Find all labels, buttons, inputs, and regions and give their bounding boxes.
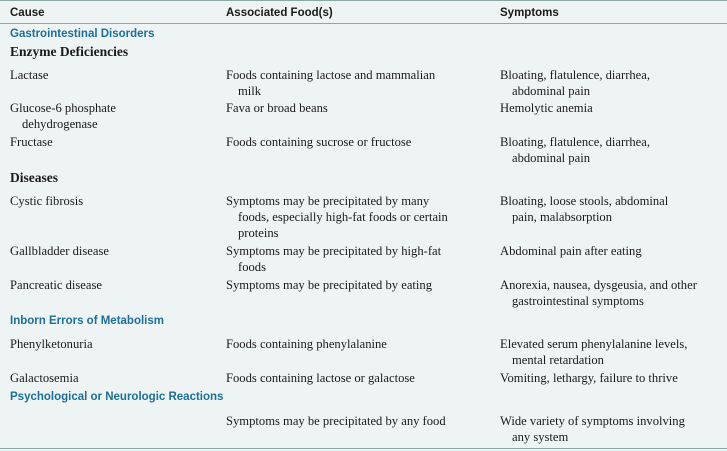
cell-line: Phenylketonuria: [10, 337, 93, 351]
section-inborn-errors: Inborn Errors of Metabolism: [10, 315, 164, 327]
cell-line: Symptoms may be precipitated by any food: [226, 414, 446, 428]
header-symptoms: Symptoms: [500, 7, 559, 19]
cell-line-continuation: pain, malabsorption: [512, 210, 613, 224]
cell-line: Anorexia, nausea, dysgeusia, and other: [500, 278, 697, 292]
table-row-symptoms: [500, 134, 722, 166]
cell-line: Wide variety of symptoms involving: [500, 414, 685, 428]
cell-line: Bloating, flatulence, diarrhea,: [500, 68, 651, 82]
table-row-foods: [226, 277, 488, 293]
table-row-foods: [226, 67, 488, 99]
table-row-cause: [10, 67, 220, 83]
cell-line: Fructase: [10, 135, 53, 149]
cell-line-continuation: milk: [238, 84, 262, 98]
table-row-foods: [226, 193, 488, 241]
cell-line: Abdominal pain after eating: [500, 244, 642, 258]
table-row-foods: [226, 134, 488, 150]
table-row-cause: [10, 193, 220, 209]
table-row-symptoms: [500, 193, 722, 225]
section-gastrointestinal: Gastrointestinal Disorders: [10, 28, 155, 40]
cell-line: Foods containing lactose or galactose: [226, 371, 415, 385]
cell-line-continuation: any system: [512, 430, 569, 444]
table-row-cause: [10, 370, 220, 386]
cell-line: Bloating, loose stools, abdominal: [500, 194, 669, 208]
cell-line: Symptoms may be precipitated by many: [226, 194, 430, 208]
cell-line: Symptoms may be precipitated by eating: [226, 278, 433, 292]
table-row-symptoms: [500, 100, 722, 116]
cell-line: Lactase: [10, 68, 49, 82]
table-row-symptoms: [500, 67, 722, 99]
cell-line-continuation: abdominal pain: [512, 151, 590, 165]
table-header: [0, 0, 727, 24]
header-cause: Cause: [10, 7, 45, 19]
subsection-diseases: Diseases: [10, 170, 58, 185]
table-row-foods: [226, 370, 488, 386]
cell-line: Pancreatic disease: [10, 278, 102, 292]
table-row-foods: [226, 100, 488, 116]
section-psychological: Psychological or Neurologic Reactions: [10, 391, 224, 403]
table-row-symptoms: [500, 336, 722, 368]
cell-line: Foods containing lactose and mammalian: [226, 68, 436, 82]
cell-line: Vomiting, lethargy, failure to thrive: [500, 371, 678, 385]
cell-line: Foods containing phenylalanine: [226, 337, 387, 351]
cell-line: Hemolytic anemia: [500, 101, 593, 115]
cell-line-continuation: abdominal pain: [512, 84, 590, 98]
cell-line: Bloating, flatulence, diarrhea,: [500, 135, 651, 149]
table-bottom-rule: [0, 448, 727, 449]
cell-line: Cystic fibrosis: [10, 194, 84, 208]
table-row-cause: [10, 243, 220, 259]
cell-line: Elevated serum phenylalanine levels,: [500, 337, 688, 351]
cell-line: Foods containing sucrose or fructose: [226, 135, 412, 149]
table-row-cause: [10, 100, 220, 132]
cell-line: Symptoms may be precipitated by high-fat: [226, 244, 442, 258]
cell-line-continuation: proteins: [238, 226, 279, 240]
table-row-symptoms: [500, 243, 722, 259]
cell-line-continuation: dehydrogenase: [22, 117, 98, 131]
table-row-symptoms: [500, 370, 722, 386]
cell-line-continuation: mental retardation: [512, 353, 604, 367]
table-row-cause: [10, 277, 220, 293]
table-row-cause: [10, 134, 220, 150]
table-row-symptoms: [500, 277, 722, 309]
subsection-enzyme-deficiencies: Enzyme Deficiencies: [10, 44, 129, 59]
header-associated-foods: Associated Food(s): [226, 7, 333, 19]
cell-line: Gallbladder disease: [10, 244, 109, 258]
table-row-foods: [226, 336, 488, 352]
table-row-symptoms: [500, 413, 722, 445]
cell-line: Glucose-6 phosphate: [10, 101, 116, 115]
table-row-foods: [226, 413, 488, 429]
cell-line-continuation: foods: [238, 260, 266, 274]
cell-line: Fava or broad beans: [226, 101, 328, 115]
table-row-cause: [10, 336, 220, 352]
cell-line-continuation: gastrointestinal symptoms: [512, 294, 644, 308]
cell-line: Galactosemia: [10, 371, 79, 385]
cell-line-continuation: foods, especially high-fat foods or certain: [238, 210, 448, 224]
table-row-foods: [226, 243, 488, 275]
